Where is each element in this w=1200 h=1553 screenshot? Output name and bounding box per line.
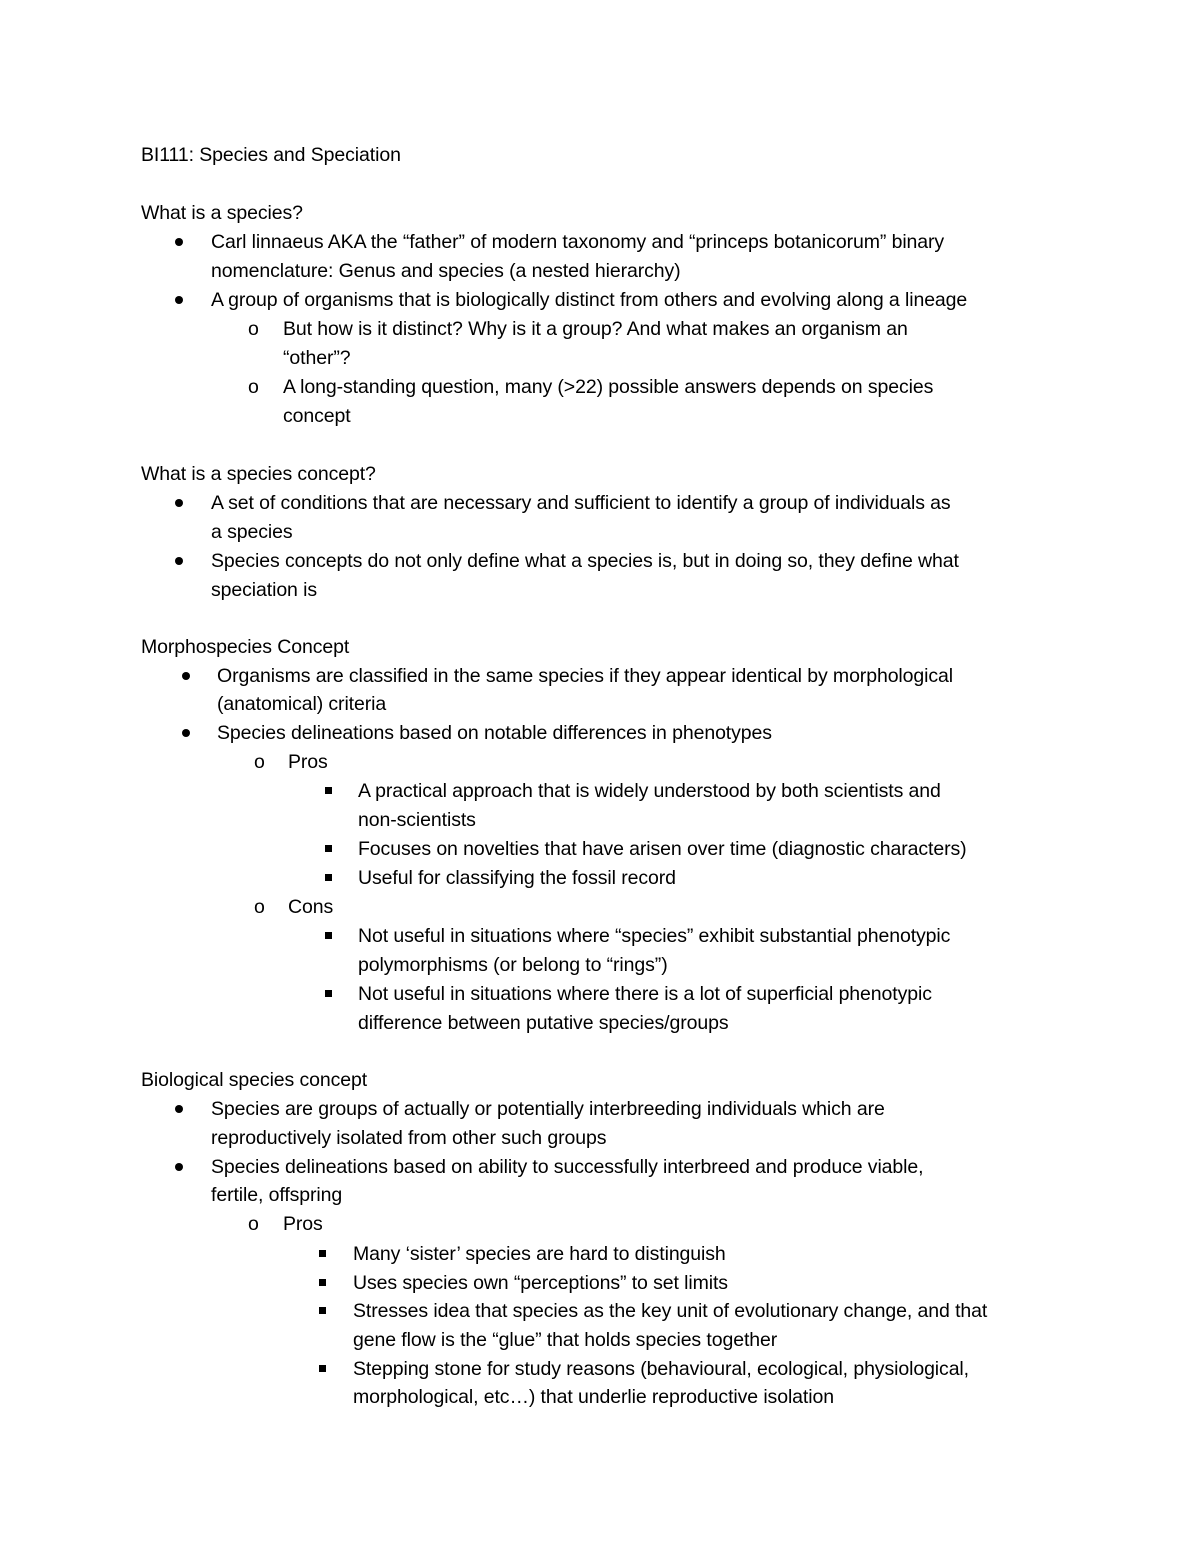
list-item-continuation: (anatomical) criteria [217, 693, 387, 715]
cons-label: Cons [288, 896, 334, 918]
bullet-icon [175, 296, 183, 304]
list-item-continuation: speciation is [211, 579, 318, 601]
pros-item: Uses species own “perceptions” to set limits [353, 1272, 728, 1294]
square-bullet-icon [319, 1307, 326, 1314]
pros-item-continuation: morphological, etc…) that underlie reproductive isolation [353, 1386, 834, 1408]
list-item: Species delineations based on notable differences in phenotypes [217, 722, 772, 744]
bullet-icon [182, 729, 190, 737]
section-heading-what-is-species: What is a species? [141, 202, 303, 224]
pros-item: Stresses idea that species as the key unit of evolutionary change, and that [353, 1300, 988, 1322]
square-bullet-icon [325, 990, 332, 997]
list-item: A group of organisms that is biologically distinct from others and evolving along a lineage [211, 289, 968, 311]
pros-item: Many ‘sister’ species are hard to distinguish [353, 1243, 726, 1265]
pros-item: A practical approach that is widely understood by both scientists and [358, 780, 941, 802]
sub-list-item: A long-standing question, many (>22) possible answers depends on species [283, 376, 934, 398]
square-bullet-icon [325, 845, 332, 852]
list-item: Carl linnaeus AKA the “father” of modern taxonomy and “princeps botanicorum” binary [211, 231, 945, 253]
circle-bullet-icon: o [248, 1213, 259, 1235]
list-item: A set of conditions that are necessary and sufficient to identify a group of individuals as [211, 492, 951, 514]
sub-list-item: But how is it distinct? Why is it a group? And what makes an organism an [283, 318, 908, 340]
bullet-icon [175, 557, 183, 565]
circle-bullet-icon: o [254, 896, 265, 918]
list-item: Species are groups of actually or potentially interbreeding individuals which are [211, 1098, 885, 1120]
pros-label: Pros [283, 1213, 323, 1235]
bullet-icon [175, 499, 183, 507]
list-item: Species delineations based on ability to successfully interbreed and produce viable, [211, 1156, 924, 1178]
square-bullet-icon [319, 1279, 326, 1286]
bullet-icon [175, 1105, 183, 1113]
circle-bullet-icon: o [248, 376, 259, 398]
bullet-icon [175, 1163, 183, 1171]
sub-list-item-continuation: “other”? [283, 347, 351, 369]
square-bullet-icon [319, 1365, 326, 1372]
cons-item-continuation: difference between putative species/groups [358, 1012, 729, 1034]
list-item-continuation: fertile, offspring [211, 1184, 343, 1206]
pros-item-continuation: non-scientists [358, 809, 476, 831]
cons-item-continuation: polymorphisms (or belong to “rings”) [358, 954, 668, 976]
cons-item: Not useful in situations where “species” exhibit substantial phenotypic [358, 925, 951, 947]
section-heading-species-concept: What is a species concept? [141, 463, 376, 485]
bullet-icon [175, 238, 183, 246]
bullet-icon [182, 672, 190, 680]
document-title: BI111: Species and Speciation [141, 144, 401, 166]
list-item-continuation: a species [211, 521, 293, 543]
pros-label: Pros [288, 751, 328, 773]
pros-item: Useful for classifying the fossil record [358, 867, 676, 889]
square-bullet-icon [319, 1250, 326, 1257]
square-bullet-icon [325, 874, 332, 881]
square-bullet-icon [325, 932, 332, 939]
pros-item: Focuses on novelties that have arisen over time (diagnostic characters) [358, 838, 967, 860]
circle-bullet-icon: o [248, 318, 259, 340]
section-heading-biological-species: Biological species concept [141, 1069, 368, 1091]
pros-item-continuation: gene flow is the “glue” that holds species together [353, 1329, 778, 1351]
cons-item: Not useful in situations where there is a lot of superficial phenotypic [358, 983, 932, 1005]
pros-item: Stepping stone for study reasons (behavioural, ecological, physiological, [353, 1358, 969, 1380]
list-item: Organisms are classified in the same species if they appear identical by morphological [217, 665, 954, 687]
list-item: Species concepts do not only define what a species is, but in doing so, they define what [211, 550, 959, 572]
list-item-continuation: nomenclature: Genus and species (a nested hierarchy) [211, 260, 681, 282]
square-bullet-icon [325, 787, 332, 794]
sub-list-item-continuation: concept [283, 405, 351, 427]
list-item-continuation: reproductively isolated from other such groups [211, 1127, 607, 1149]
section-heading-morphospecies: Morphospecies Concept [141, 636, 350, 658]
circle-bullet-icon: o [254, 751, 265, 773]
